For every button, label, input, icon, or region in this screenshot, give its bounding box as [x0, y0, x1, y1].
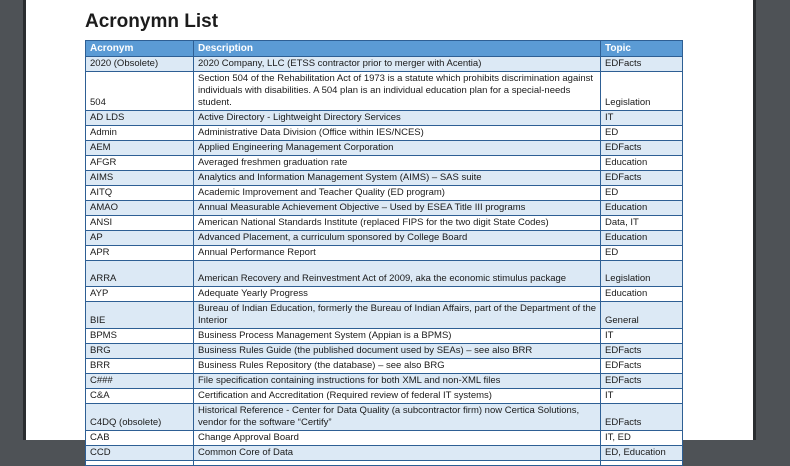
topic-cell: Education [601, 231, 683, 246]
acronym-cell: 2020 (Obsolete) [86, 57, 194, 72]
topic-cell: Education [601, 201, 683, 216]
acronym-cell: C### [86, 374, 194, 389]
table-row [86, 359, 683, 374]
description-cell: Applied Engineering Management Corporation [194, 141, 601, 156]
acronym-cell: ARRA [86, 261, 194, 287]
description-cell: Section 504 of the Rehabilitation Act of 1973 is a statute which prohibits discrimination against individuals with disabilities. A 504 plan is an individual education plan for a special-needs student. [194, 72, 601, 111]
topic-cell: Legislation [601, 72, 683, 111]
acronym-cell: BIE [86, 302, 194, 329]
description-cell: American Recovery and Reinvestment Act of 2009, aka the economic stimulus package [194, 261, 601, 287]
acronym-cell: AEM [86, 141, 194, 156]
acronym-cell: AYP [86, 287, 194, 302]
acronym-cell: BRG [86, 344, 194, 359]
table-row [86, 72, 683, 111]
table-row [86, 446, 683, 461]
topic-cell: Education [601, 156, 683, 171]
table-row [86, 216, 683, 231]
acronym-cell: BRR [86, 359, 194, 374]
topic-cell: EDFacts [601, 359, 683, 374]
description-cell: Academic Improvement and Teacher Quality (ED program) [194, 186, 601, 201]
table-row [86, 431, 683, 446]
column-header-acronym: Acronym [86, 41, 194, 57]
table-row [86, 246, 683, 261]
description-cell: 2020 Company, LLC (ETSS contractor prior to merger with Acentia) [194, 57, 601, 72]
table-row [86, 302, 683, 329]
acronym-cell: Admin [86, 126, 194, 141]
table-row-partial [86, 461, 683, 466]
acronym-cell: ANSI [86, 216, 194, 231]
description-cell: Business Process Management System (Appian is a BPMS) [194, 329, 601, 344]
acronym-cell: AITQ [86, 186, 194, 201]
document-page [26, 0, 753, 458]
window-background-right [756, 0, 790, 440]
acronym-cell: CCD [86, 446, 194, 461]
topic-cell: ED, Education [601, 446, 683, 461]
topic-cell: General [601, 302, 683, 329]
topic-cell: Education [601, 287, 683, 302]
acronym-cell: AFGR [86, 156, 194, 171]
topic-cell: EDFacts [601, 57, 683, 72]
description-cell: Historical Reference - Center for Data Quality (a subcontractor firm) now Certica Solutions, vendor for the software “Certify” [194, 404, 601, 431]
description-cell: Annual Performance Report [194, 246, 601, 261]
page-title: Acronymn List [85, 11, 219, 32]
acronym-cell: CAB [86, 431, 194, 446]
acronym-cell: 504 [86, 72, 194, 111]
topic-cell: IT [601, 329, 683, 344]
table-row [86, 156, 683, 171]
topic-cell: ED [601, 126, 683, 141]
table-row [86, 111, 683, 126]
description-cell: File specification containing instructions for both XML and non-XML files [194, 374, 601, 389]
topic-cell: ED [601, 186, 683, 201]
topic-cell: EDFacts [601, 374, 683, 389]
column-header-topic: Topic [601, 41, 683, 57]
description-cell: Analytics and Information Management System (AIMS) – SAS suite [194, 171, 601, 186]
acronym-cell: AIMS [86, 171, 194, 186]
table-header-row [86, 41, 683, 57]
table-row [86, 57, 683, 72]
column-header-description: Description [194, 41, 601, 57]
topic-cell: Data, IT [601, 216, 683, 231]
topic-cell: EDFacts [601, 171, 683, 186]
description-cell: Averaged freshmen graduation rate [194, 156, 601, 171]
acronym-cell: C&A [86, 389, 194, 404]
table-row [86, 201, 683, 216]
window-background-left [0, 0, 23, 440]
table-row [86, 261, 683, 287]
acronym-table [85, 40, 683, 466]
acronym-cell: AD LDS [86, 111, 194, 126]
description-cell: Advanced Placement, a curriculum sponsored by College Board [194, 231, 601, 246]
table-row [86, 186, 683, 201]
topic-cell: IT [601, 111, 683, 126]
acronym-cell: AMAO [86, 201, 194, 216]
topic-cell: EDFacts [601, 141, 683, 156]
topic-cell: Legislation [601, 261, 683, 287]
description-cell: Business Rules Guide (the published document used by SEAs) – see also BRR [194, 344, 601, 359]
description-cell: Change Approval Board [194, 431, 601, 446]
table-row [86, 374, 683, 389]
description-cell: American National Standards Institute (replaced FIPS for the two digit State Codes) [194, 216, 601, 231]
table-row [86, 389, 683, 404]
acronym-cell: AP [86, 231, 194, 246]
table-row [86, 329, 683, 344]
table-row [86, 344, 683, 359]
table-row [86, 404, 683, 431]
description-cell: Business Rules Repository (the database) – see also BRG [194, 359, 601, 374]
acronym-cell: C4DQ (obsolete) [86, 404, 194, 431]
description-cell: Active Directory - Lightweight Directory Services [194, 111, 601, 126]
topic-cell: IT [601, 389, 683, 404]
topic-cell: ED [601, 246, 683, 261]
description-cell: Administrative Data Division (Office within IES/NCES) [194, 126, 601, 141]
table-row [86, 287, 683, 302]
table-row [86, 231, 683, 246]
topic-cell: EDFacts [601, 344, 683, 359]
table-row [86, 141, 683, 156]
topic-cell: IT, ED [601, 431, 683, 446]
table-row [86, 126, 683, 141]
description-cell: Annual Measurable Achievement Objective – Used by ESEA Title III programs [194, 201, 601, 216]
description-cell: Certification and Accreditation (Required review of federal IT systems) [194, 389, 601, 404]
topic-cell: EDFacts [601, 404, 683, 431]
description-cell: Common Core of Data [194, 446, 601, 461]
acronym-cell: BPMS [86, 329, 194, 344]
description-cell: Adequate Yearly Progress [194, 287, 601, 302]
acronym-cell: APR [86, 246, 194, 261]
table-row [86, 171, 683, 186]
description-cell: Bureau of Indian Education, formerly the Bureau of Indian Affairs, part of the Department of the Interior [194, 302, 601, 329]
